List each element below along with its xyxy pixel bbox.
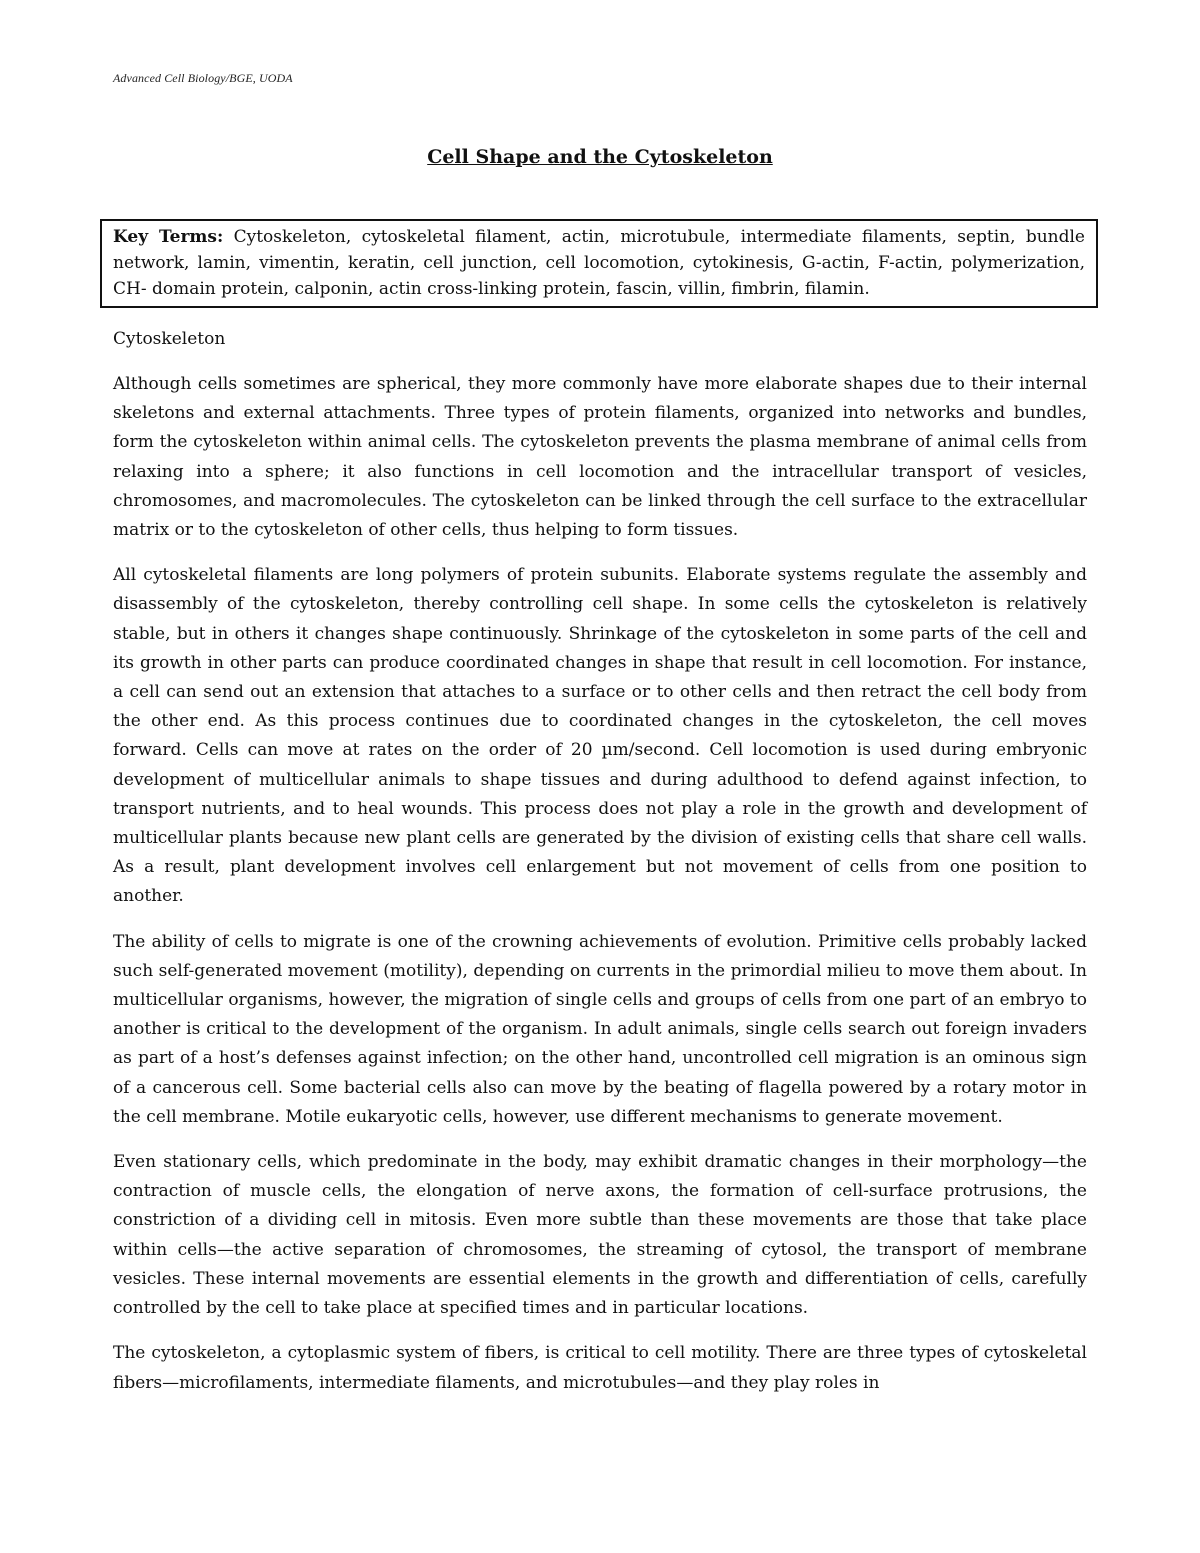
- paragraph-5: The cytoskeleton, a cytoplasmic system of fibers, is critical to cell motility. There are three types of cytoskeletal fibers—microfilaments, intermediate filaments, and microtubules—and they play roles in: [113, 1343, 1087, 1393]
- key-terms-box: [100, 219, 1098, 308]
- paragraph-2: All cytoskeletal filaments are long polymers of protein subunits. Elaborate systems regulate the assembly and disassembly of the cytoskeleton, thereby controlling cell shape. In some cells the cytoskeleton is relatively stable, but in others it changes shape continuously. Shrinkage of the cytoskeleton in some parts of the cell and its growth in other parts can produce coordinated changes in shape that result in cell locomotion. For instance, a cell can send out an extension that attaches to a surface or to other cells and then retract the cell body from the other end. As this process continues due to coordinated changes in the cytoskeleton, the cell moves forward. Cells can move at rates on the order of 20 µm/second. Cell locomotion is used during embryonic development of multicellular animals to shape tissues and during adulthood to defend against infection, to transport nutrients, and to heal wounds. This process does not play a role in the growth and development of multicellular plants because new plant cells are generated by the division of existing cells that share cell walls. As a result, plant development involves cell enlargement but not movement of cells from one position to another.: [113, 565, 1087, 907]
- paragraph-4: Even stationary cells, which predominate in the body, may exhibit dramatic changes in their morphology—the contraction of muscle cells, the elongation of nerve axons, the formation of cell-surface protrusions, the constriction of a dividing cell in mitosis. Even more subtle than these movements are those that take place within cells—the active separation of chromosomes, the streaming of cytosol, the transport of membrane vesicles. These internal movements are essential elements in the growth and differentiation of cells, carefully controlled by the cell to take place at specified times and in particular locations.: [113, 1152, 1087, 1319]
- key-terms-text: Cytoskeleton, cytoskeletal filament, actin, microtubule, intermediate filaments, septin, bundle network, lamin, vimentin, keratin, cell junction, cell locomotion, cytokinesis, G-actin, F-actin, polymerization, CH- domain protein, calponin, actin cross-linking protein, fascin, villin, fimbrin, filamin.: [113, 227, 1085, 299]
- main-content: [113, 325, 1087, 1414]
- page-title: Cell Shape and the Cytoskeleton: [427, 146, 773, 168]
- running-header: Advanced Cell Biology/BGE, UODA: [113, 71, 293, 85]
- paragraph-3: The ability of cells to migrate is one of the crowning achievements of evolution. Primitive cells probably lacked such self-generated movement (motility), depending on currents in the primordial milieu to move them about. In multicellular organisms, however, the migration of single cells and groups of cells from one part of an embryo to another is critical to the development of the organism. In adult animals, single cells search out foreign invaders as part of a host’s defenses against infection; on the other hand, uncontrolled cell migration is an ominous sign of a cancerous cell. Some bacterial cells also can move by the beating of flagella powered by a rotary motor in the cell membrane. Motile eukaryotic cells, however, use different mechanisms to generate movement.: [113, 931, 1087, 1127]
- paragraph-1: Although cells sometimes are spherical, they more commonly have more elaborate shapes due to their internal skeletons and external attachments. Three types of protein filaments, organized into networks and bundles, form the cytoskeleton within animal cells. The cytoskeleton prevents the plasma membrane of animal cells from relaxing into a sphere; it also functions in cell locomotion and the intracellular transport of vesicles, chromosomes, and macromolecules. The cytoskeleton can be linked through the cell surface to the extracellular matrix or to the cytoskeleton of other cells, thus helping to form tissues.: [113, 374, 1087, 541]
- section-heading: Cytoskeleton: [113, 329, 226, 349]
- key-terms-label: Key Terms:: [113, 227, 224, 247]
